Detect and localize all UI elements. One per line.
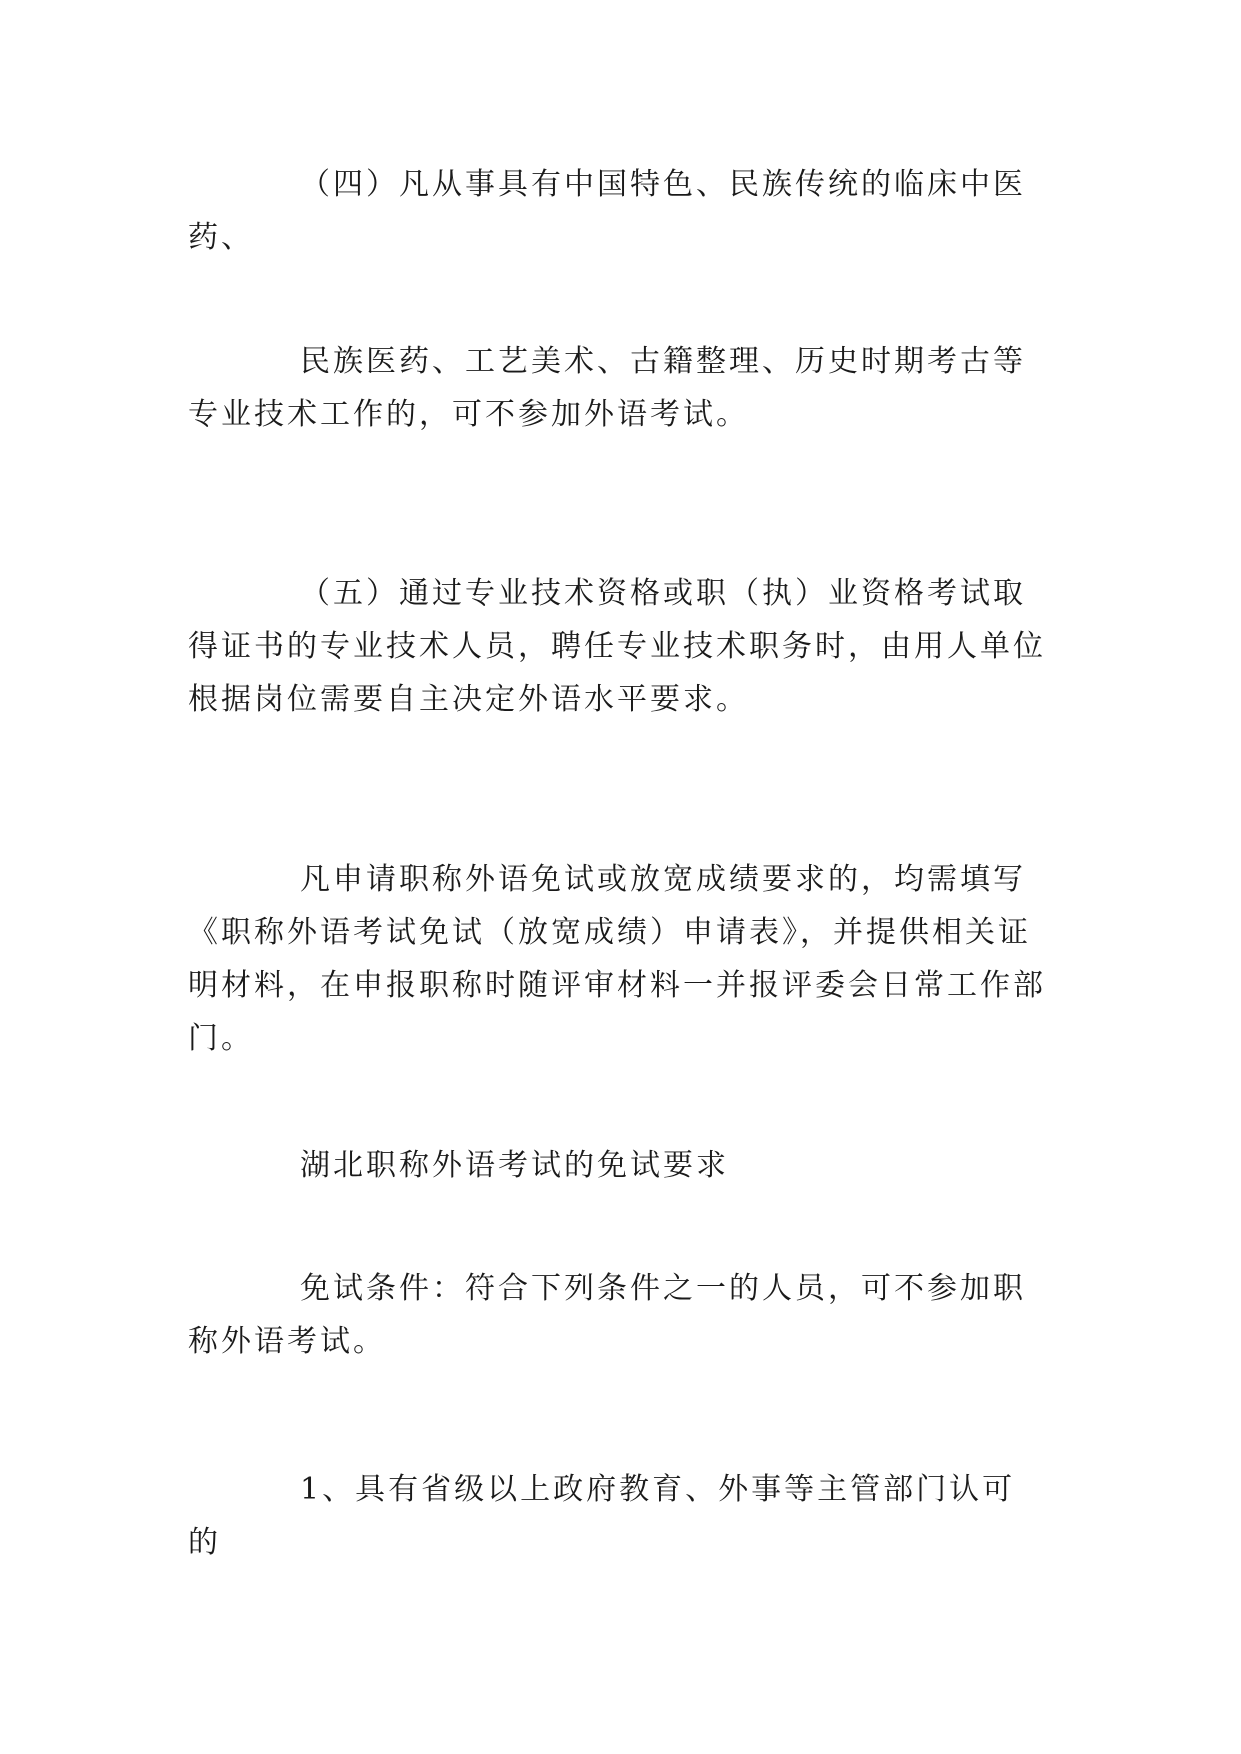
section-heading: 湖北职称外语考试的免试要求 <box>300 1148 729 1183</box>
paragraph-item-4: （四）凡从事具有中国特色、民族传统的临床中医药、 <box>188 167 1026 255</box>
paragraph-application-form: 凡申请职称外语免试或放宽成绩要求的，均需填写《职称外语考试免试（放宽成绩）申请表》，并提供相关证明材料，在申报职称时随评审材料一并报评委会日常工作部门。 <box>188 862 1046 1056</box>
paragraph-exemption-conditions: 免试条件：符合下列条件之一的人员，可不参加职称外语考试。 <box>188 1271 1026 1359</box>
paragraph-ethnic-medicine: 民族医药、工艺美术、古籍整理、历史时期考古等专业技术工作的，可不参加外语考试。 <box>188 344 1026 432</box>
paragraph-item-5: （五）通过专业技术资格或职（执）业资格考试取得证书的专业技术人员，聘任专业技术职务时，由用人单位根据岗位需要自主决定外语水平要求。 <box>188 576 1046 717</box>
paragraph-condition-1: 1、具有省级以上政府教育、外事等主管部门认可的 <box>188 1472 1016 1560</box>
